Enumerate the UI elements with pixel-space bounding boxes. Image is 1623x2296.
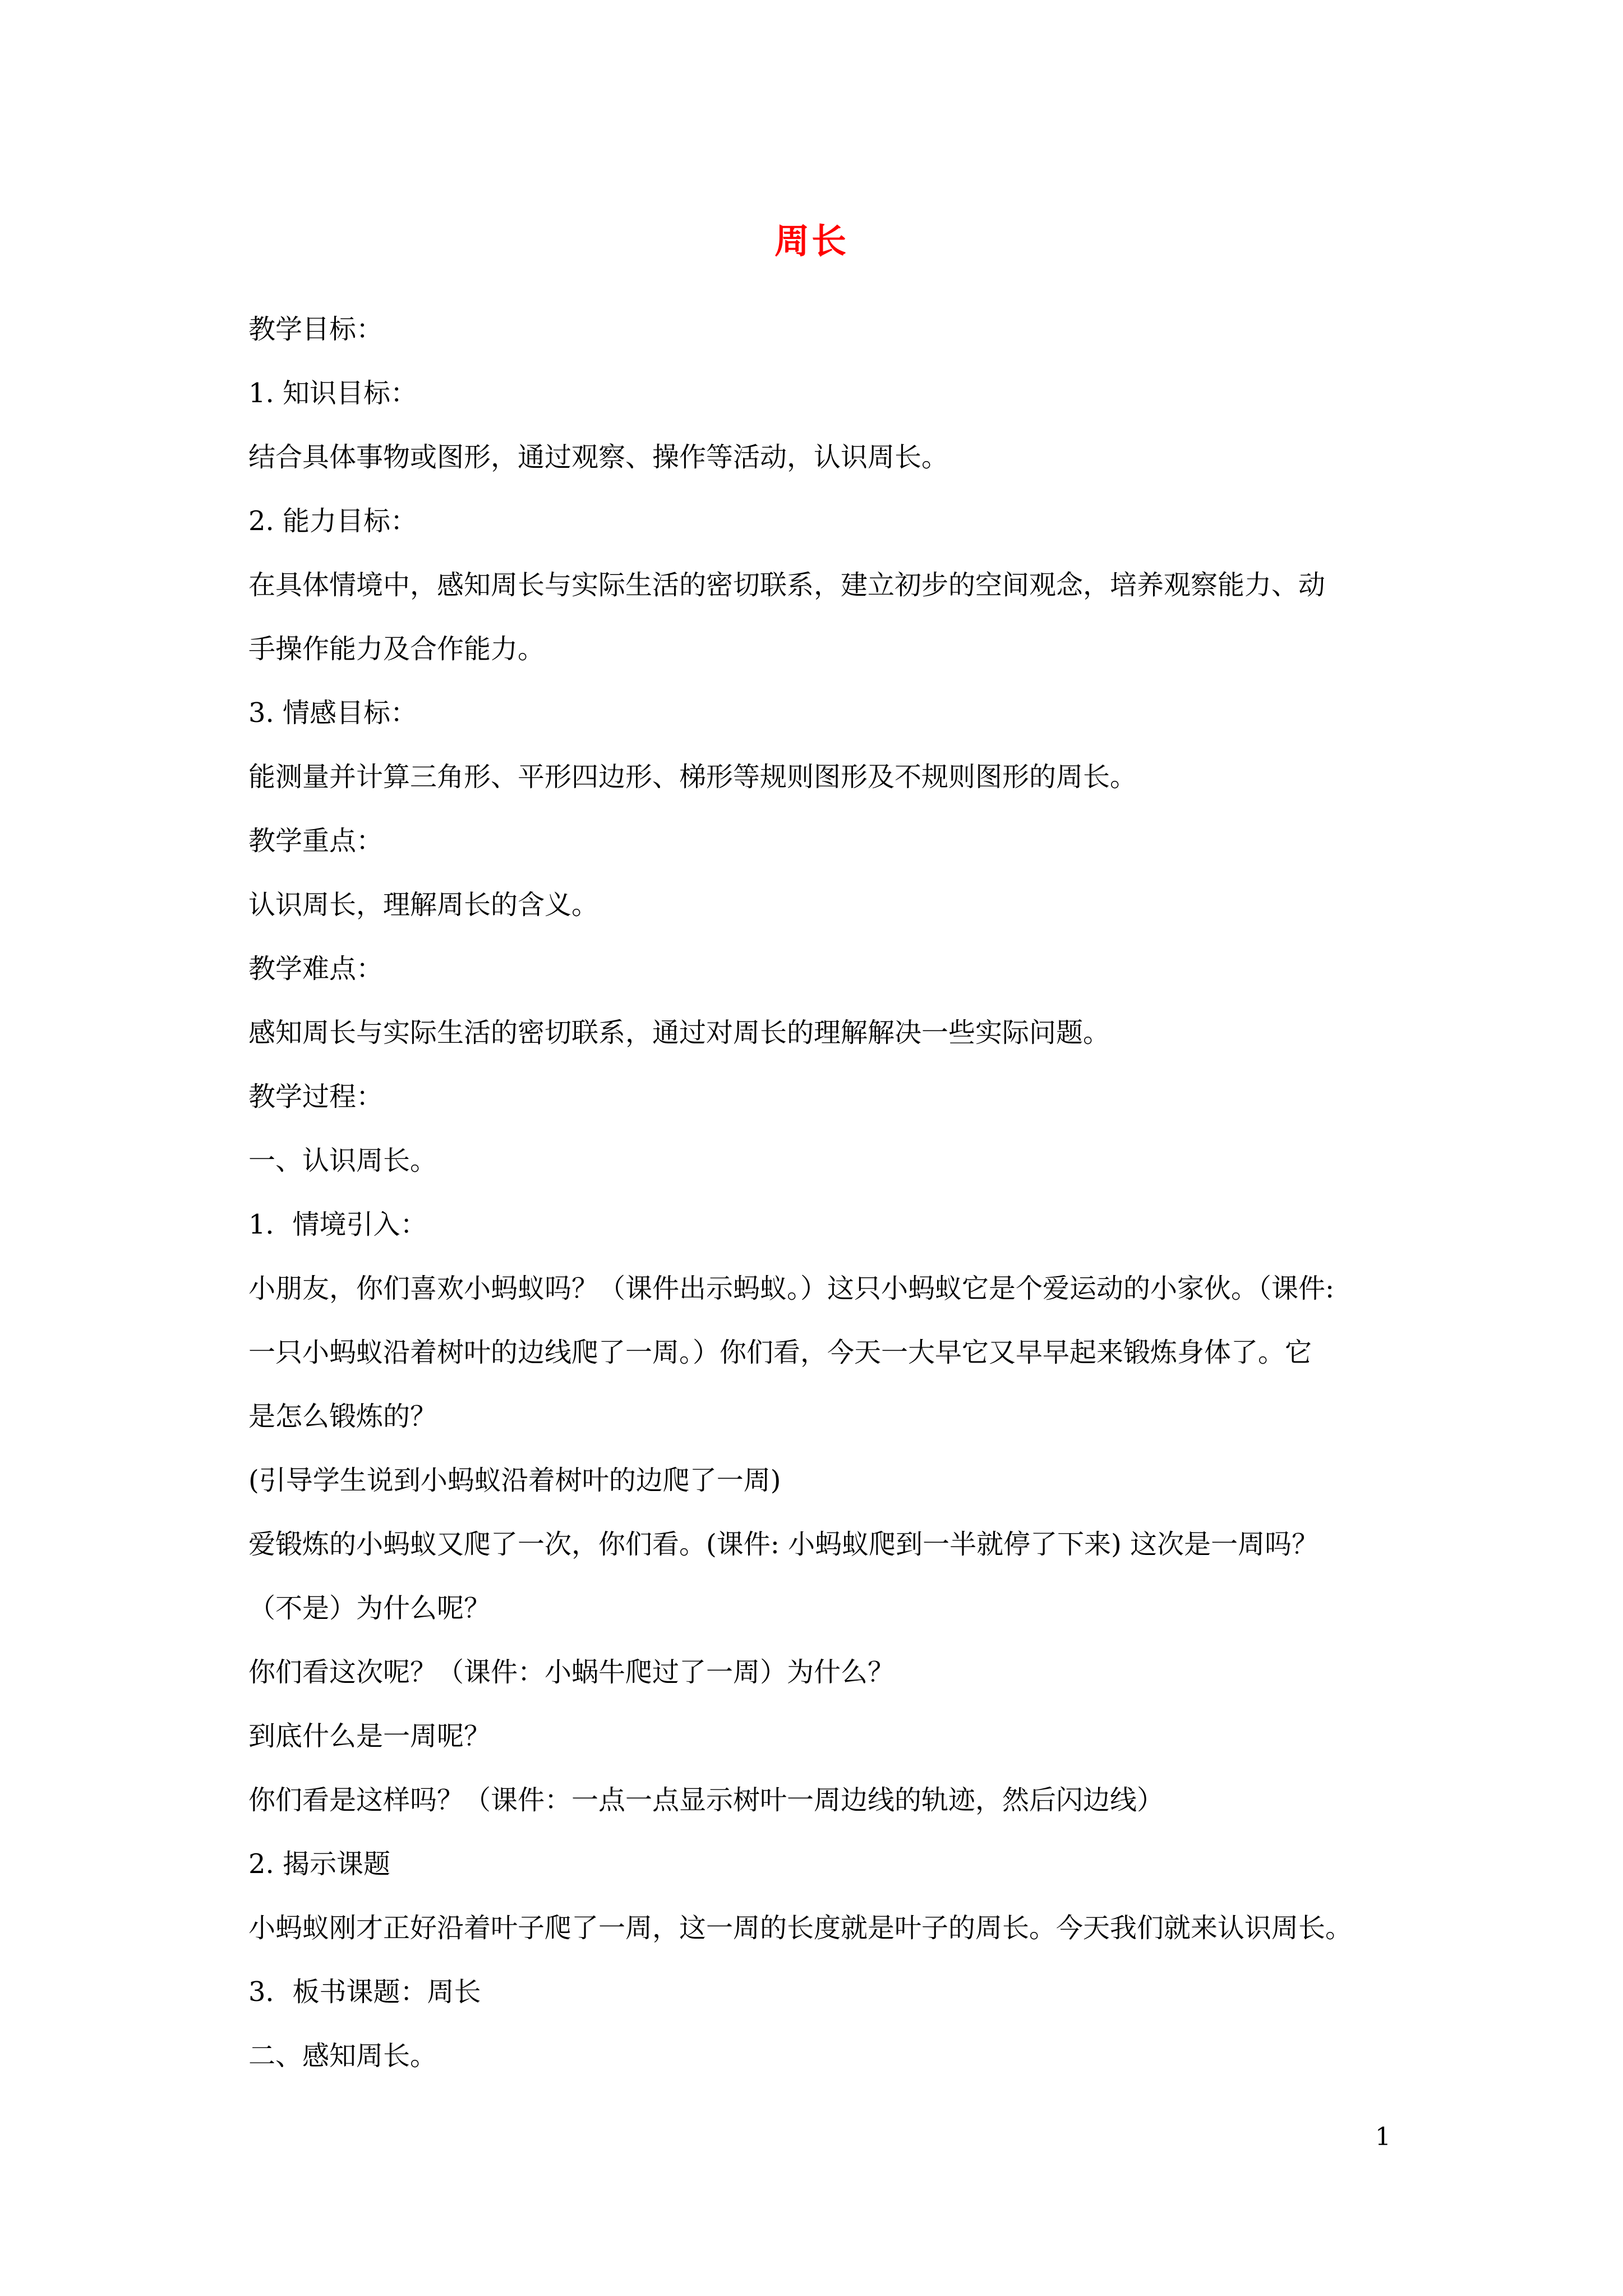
text-line: 小朋友，你们喜欢小蚂蚁吗？（课件出示蚂蚁。）这只小蚂蚁它是个爱运动的小家伙。（课件: <box>248 1273 1335 1304</box>
text-line: 一只小蚂蚁沿着树叶的边线爬了一周。）你们看，今天一大早它又早早起来锻炼身体了。它 <box>248 1337 1312 1368</box>
text-line: 2. 揭示课题 <box>248 1848 391 1880</box>
text-line: 认识周长，理解周长的含义。 <box>248 889 599 921</box>
text-line: (引导学生说到小蚂蚁沿着树叶的边爬了一周) <box>248 1465 781 1496</box>
text-line: 手操作能力及合作能力。 <box>248 633 545 665</box>
text-line: 结合具体事物或图形，通过观察、操作等活动，认识周长。 <box>248 441 949 473</box>
text-line: 教学过程： <box>248 1081 384 1112</box>
text-line: 小蚂蚁刚才正好沿着叶子爬了一周，这一周的长度就是叶子的周长。今天我们就来认识周长。 <box>248 1912 1353 1944</box>
page-number: 1 <box>1375 2123 1391 2151</box>
document-body <box>248 297 1387 2088</box>
text-line: （不是）为什么呢？ <box>248 1593 491 1624</box>
text-line: 在具体情境中，感知周长与实际生活的密切联系，建立初步的空间观念，培养观察能力、动 <box>248 569 1326 601</box>
document-title: 周长 <box>774 220 849 261</box>
text-line: 二、感知周长。 <box>248 2040 437 2072</box>
text-line: 1. 知识目标： <box>248 378 418 409</box>
text-line: 能测量并计算三角形、平形四边形、梯形等规则图形及不规则图形的周长。 <box>248 761 1137 793</box>
text-line: 1．情境引入： <box>248 1209 427 1240</box>
text-line: 爱锻炼的小蚂蚁又爬了一次，你们看。(课件: 小蚂蚁爬到一半就停了下来) 这次是一周吗？ <box>248 1529 1319 1560</box>
text-line: 教学难点： <box>248 953 384 984</box>
text-line: 到底什么是一周呢？ <box>248 1720 491 1752</box>
text-line: 3. 情感目标： <box>248 697 418 729</box>
text-line: 你们看是这样吗？（课件：一点一点显示树叶一周边线的轨迹，然后闪边线） <box>248 1784 1164 1816</box>
text-line: 你们看这次呢？（课件：小蜗牛爬过了一周）为什么？ <box>248 1657 895 1688</box>
text-line: 教学重点： <box>248 825 384 857</box>
text-line: 一、认识周长。 <box>248 1145 437 1176</box>
text-line: 3．板书课题：周长 <box>248 1976 481 2008</box>
text-line: 2. 能力目标： <box>248 505 418 537</box>
text-line: 感知周长与实际生活的密切联系，通过对周长的理解解决一些实际问题。 <box>248 1017 1110 1048</box>
text-line: 是怎么锻炼的？ <box>248 1401 437 1432</box>
text-line: 教学目标： <box>248 314 384 345</box>
